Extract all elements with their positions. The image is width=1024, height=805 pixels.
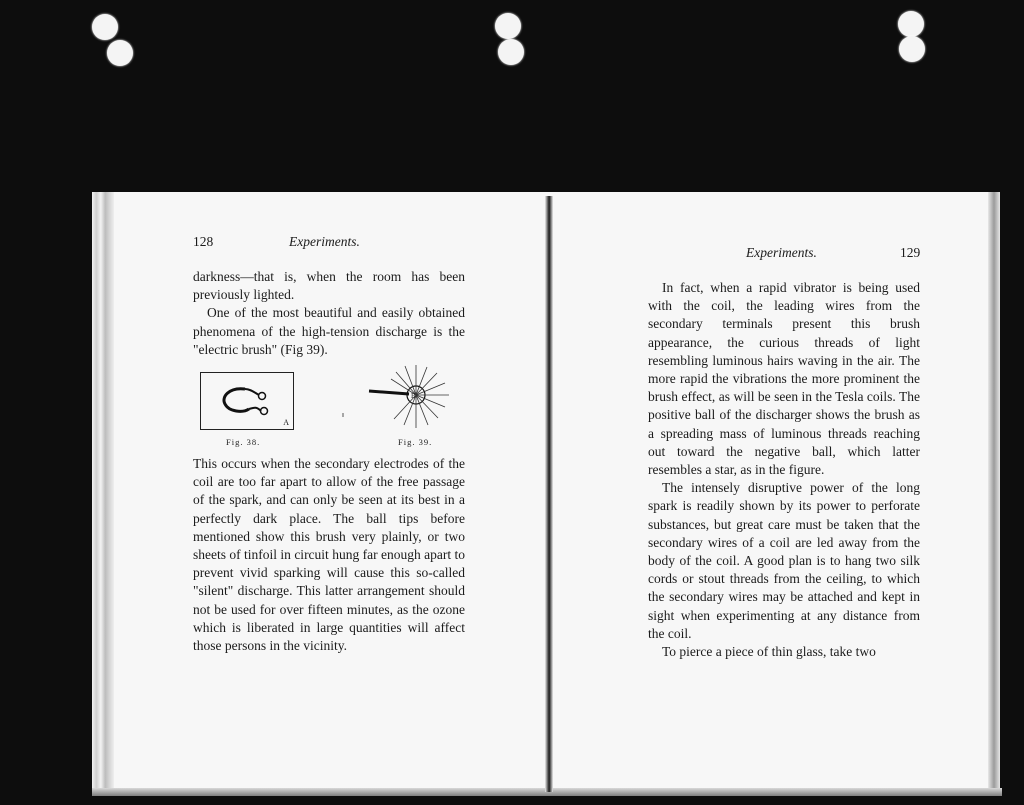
punch-hole [898, 11, 924, 37]
punch-hole [107, 40, 133, 66]
paragraph: One of the most beautiful and easily obtained phenomena of the high-tension discharge is the "electric brush" (Fig 39). [193, 305, 465, 357]
book-gutter [545, 196, 553, 792]
figure-label: A [283, 418, 289, 428]
running-title: Experiments. [746, 245, 817, 260]
paragraph: This occurs when the secondary electrodes of the coil are too far apart to allow of the free passage of the spark, and can only be seen at its best in a perfectly dark place. The ball tips before mentioned show this brush very plainly, or two sheets of tinfoil in circuit hung far enough apart to prevent vivid sparking will cause this so-called "silent" discharge. This latter arrangement should not be used for over fifteen minutes, as the ozone which is liberated in large quantities will affect those persons in the vicinity. [193, 456, 465, 654]
paragraph: darkness—that is, when the room has been previously lighted. [193, 269, 465, 303]
figures-row [193, 363, 465, 469]
page-number: 129 [900, 245, 921, 260]
punch-hole [92, 14, 118, 40]
figure-caption: Fig. 39. [398, 437, 433, 448]
paragraph: To pierce a piece of thin glass, take two [662, 644, 876, 660]
right-running-head [648, 245, 920, 265]
left-page [193, 234, 465, 655]
right-page [648, 245, 920, 661]
punch-hole [899, 36, 925, 62]
book-page-edges-left [92, 192, 114, 794]
paragraph: In fact, when a rapid vibrator is being used with the coil, the leading wires from the secondary terminals present this brush appearance, the curious threads of light resembling luminous hairs waving in the air. The more rapid the vibrations the more prominent the brush effect, as will be seen in the Tesla coils. The positive ball of the discharger shows the brush as a spreading mass of luminous threads reaching out toward the negative ball, which latter resembles a star, as in the figure. [648, 280, 920, 478]
punch-hole [498, 39, 524, 65]
left-running-head [193, 234, 465, 254]
running-title: Experiments. [289, 234, 360, 249]
figure-label: B [411, 392, 416, 401]
book-page-edges-right [988, 192, 1000, 794]
paragraph: The intensely disruptive power of the long spark is readily shown by its power to perforate substances, but great care must be taken that the secondary wires of a coil are led away from the body of the coil. A good plan is to hang two silk cords or stout threads from the ceiling, to which the secondary wires may be attached and kept in sight when experimenting at any distance from the coil. [648, 480, 920, 641]
punch-hole [495, 13, 521, 39]
figure-caption: Fig. 38. [226, 437, 261, 448]
page-number: 128 [193, 234, 214, 249]
